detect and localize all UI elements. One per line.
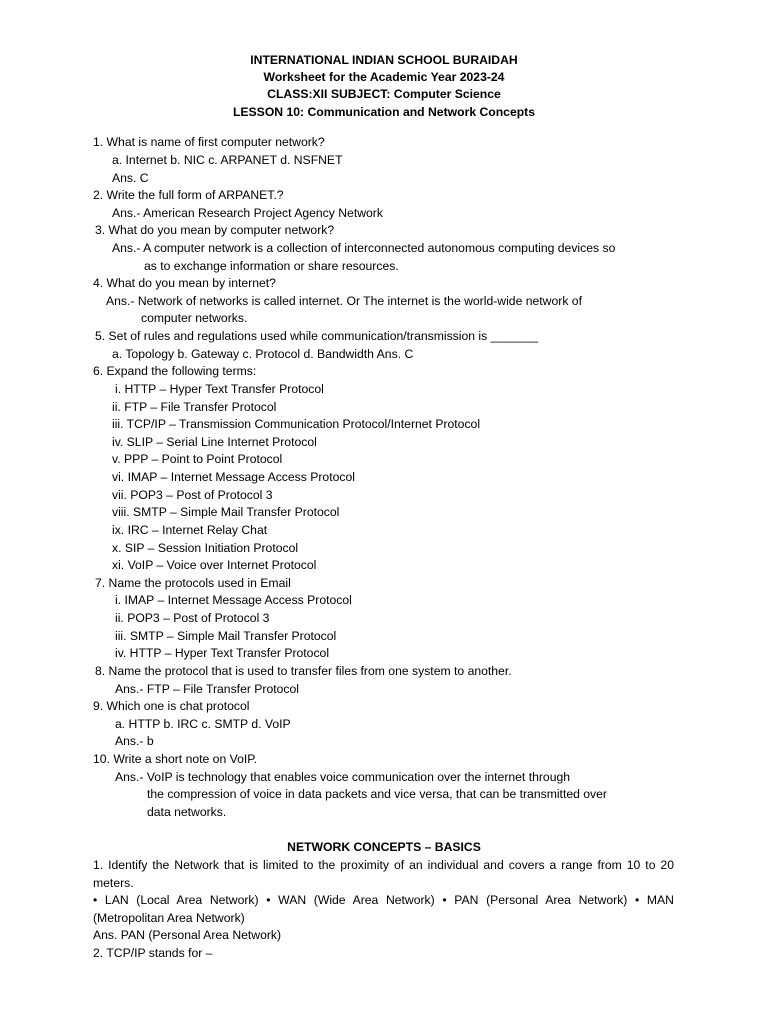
question-9: 9. Which one is chat protocol xyxy=(93,699,250,713)
email-protocol-imap: i. IMAP – Internet Message Access Protocol xyxy=(115,593,352,607)
question-1: 1. What is name of first computer network? xyxy=(93,135,325,149)
question-3: 3. What do you mean by computer network? xyxy=(95,223,335,237)
question-2-answer: Ans.- American Research Project Agency Network xyxy=(112,206,383,220)
lesson-title: LESSON 10: Communication and Network Concepts xyxy=(232,104,536,119)
question-5-options: a. Topology b. Gateway c. Protocol d. Bandwidth Ans. C xyxy=(112,347,414,361)
question-9-options: a. HTTP b. IRC c. SMTP d. VoIP xyxy=(115,717,291,731)
term-irc: ix. IRC – Internet Relay Chat xyxy=(112,523,268,537)
section-title-network-basics: NETWORK CONCEPTS – BASICS xyxy=(287,840,481,854)
question-6: 6. Expand the following terms: xyxy=(93,364,257,378)
email-protocol-pop3: ii. POP3 – Post of Protocol 3 xyxy=(115,611,270,625)
basics-question-2: 2. TCP/IP stands for – xyxy=(93,946,213,960)
question-1-options: a. Internet b. NIC c. ARPANET d. NSFNET xyxy=(112,153,343,167)
question-9-answer: Ans.- b xyxy=(115,734,154,748)
question-3-answer: Ans.- A computer network is a collection of interconnected autonomous computing devices so xyxy=(112,241,616,255)
question-4: 4. What do you mean by internet? xyxy=(93,276,276,290)
term-sip: x. SIP – Session Initiation Protocol xyxy=(112,541,299,555)
term-pop3: vii. POP3 – Post of Protocol 3 xyxy=(112,488,273,502)
term-ftp: ii. FTP – File Transfer Protocol xyxy=(112,400,277,414)
class-subject: CLASS:XII SUBJECT: Computer Science xyxy=(267,87,501,102)
basics-question-1: 1. Identify the Network that is limited to the proximity of an individual and covers a range from 10 to 20 meters. xyxy=(93,858,674,890)
term-smtp: viii. SMTP – Simple Mail Transfer Protocol xyxy=(112,505,340,519)
question-10-answer-cont-2: data networks. xyxy=(147,805,227,819)
question-5: 5. Set of rules and regulations used while communication/transmission is _______ xyxy=(95,329,539,343)
question-10-answer-cont: the compression of voice in data packets and vice versa, that can be transmitted over xyxy=(147,787,607,801)
question-10-answer: Ans.- VoIP is technology that enables voice communication over the internet through xyxy=(115,770,571,784)
question-8: 8. Name the protocol that is used to transfer files from one system to another. xyxy=(95,664,512,678)
term-slip: iv. SLIP – Serial Line Internet Protocol xyxy=(112,435,317,449)
worksheet-year: Worksheet for the Academic Year 2023-24 xyxy=(263,70,505,85)
term-ppp: v. PPP – Point to Point Protocol xyxy=(112,452,283,466)
question-4-answer: Ans.- Network of networks is called internet. Or The internet is the world-wide network of xyxy=(106,294,582,308)
question-2: 2. Write the full form of ARPANET.? xyxy=(93,188,284,202)
question-1-answer: Ans. C xyxy=(112,171,149,185)
question-8-answer: Ans.- FTP – File Transfer Protocol xyxy=(115,682,300,696)
worksheet-header xyxy=(0,52,768,121)
question-4-answer-cont: computer networks. xyxy=(141,311,248,325)
basics-question-1-answer: Ans. PAN (Personal Area Network) xyxy=(93,928,282,942)
question-3-answer-cont: as to exchange information or share resources. xyxy=(144,259,399,273)
term-voip: xi. VoIP – Voice over Internet Protocol xyxy=(112,558,317,572)
term-http: i. HTTP – Hyper Text Transfer Protocol xyxy=(115,382,324,396)
question-7: 7. Name the protocols used in Email xyxy=(95,576,291,590)
school-name: INTERNATIONAL INDIAN SCHOOL BURAIDAH xyxy=(250,53,518,67)
question-10: 10. Write a short note on VoIP. xyxy=(93,752,258,766)
term-tcpip: iii. TCP/IP – Transmission Communication Protocol/Internet Protocol xyxy=(112,417,481,431)
email-protocol-http: iv. HTTP – Hyper Text Transfer Protocol xyxy=(115,646,330,660)
email-protocol-smtp: iii. SMTP – Simple Mail Transfer Protocol xyxy=(115,629,337,643)
basics-question-1-options: • LAN (Local Area Network) • WAN (Wide Area Network) • PAN (Personal Area Network) • MAN (Metropolitan Area Network) xyxy=(93,893,674,925)
term-imap: vi. IMAP – Internet Message Access Protocol xyxy=(112,470,355,484)
